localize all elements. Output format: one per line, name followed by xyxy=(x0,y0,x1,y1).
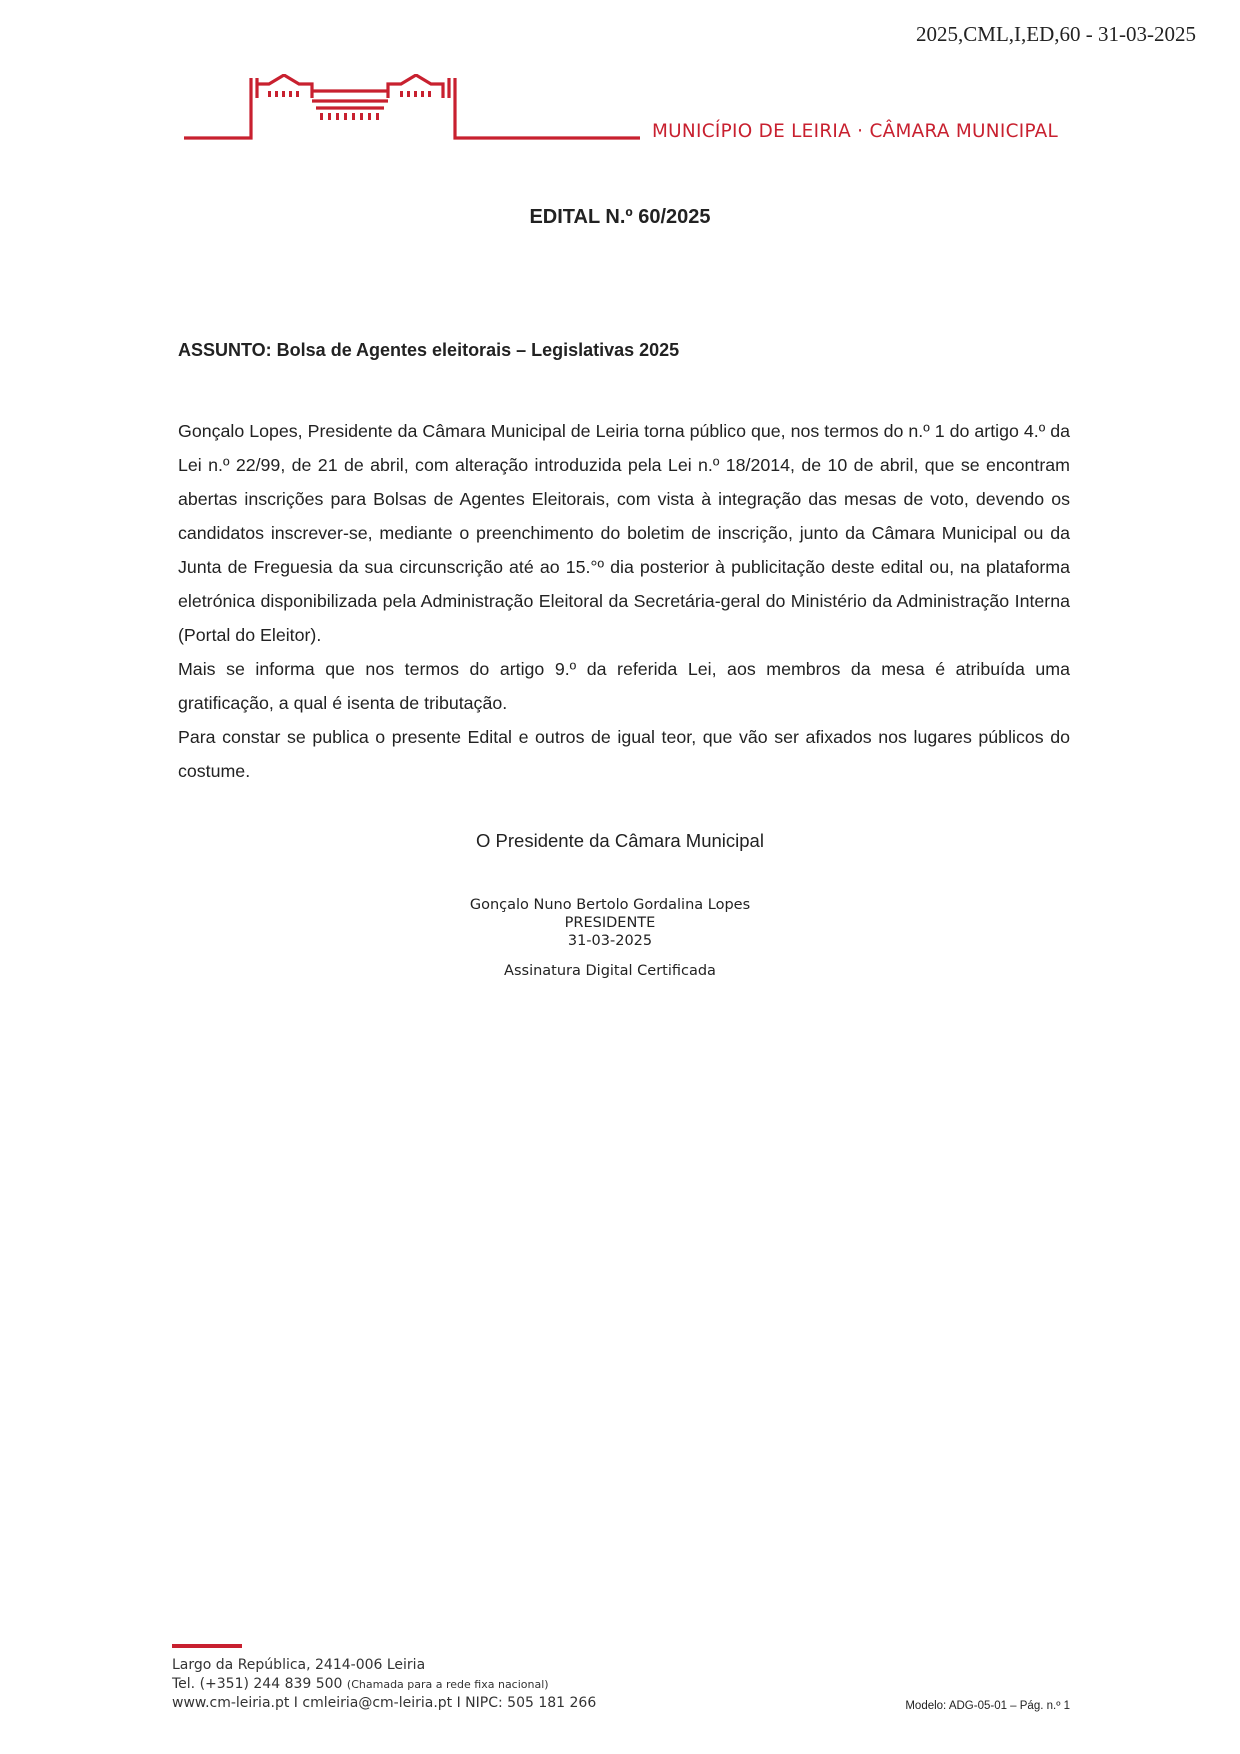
subject-line: ASSUNTO: Bolsa de Agentes eleitorais – Legislativas 2025 xyxy=(178,340,680,360)
footer-divider xyxy=(172,1644,242,1648)
municipality-name: MUNICÍPIO DE LEIRIA · CÂMARA MUNICIPAL xyxy=(652,121,1059,142)
document-reference: 2025,CML,I,ED,60 - 31-03-2025 xyxy=(916,22,1196,46)
footer-phone: Tel. (+351) 244 839 500 xyxy=(172,1675,343,1692)
signatory-role: PRESIDENTE xyxy=(564,915,656,931)
document-title: EDITAL N.º 60/2025 xyxy=(529,206,711,228)
municipality-logo xyxy=(184,74,640,144)
body-paragraph: Para constar se publica o presente Edital e outros de igual teor, que vão ser afixados nos lugares públicos do costume. xyxy=(178,727,1070,781)
body-paragraph: Mais se informa que nos termos do artigo 9.º da referida Lei, aos membros da mesa é atribuída uma gratificação, a qual é isenta de tributação. xyxy=(178,659,1070,713)
model-page-number: Modelo: ADG-05-01 – Pág. n.º 1 xyxy=(905,1700,1070,1712)
footer-address: Largo da República, 2414-006 Leiria xyxy=(172,1657,426,1673)
footer-phone-line xyxy=(172,1675,596,1695)
footer xyxy=(172,1656,596,1713)
digital-signature-block xyxy=(430,896,790,980)
footer-phone-note: (Chamada para a rede fixa nacional) xyxy=(346,1677,549,1691)
signature-date: 31-03-2025 xyxy=(567,933,653,949)
closing-title: O Presidente da Câmara Municipal xyxy=(476,830,764,851)
document-body xyxy=(178,414,1070,788)
footer-contacts: www.cm-leiria.pt I cmleiria@cm-leiria.pt I NIPC: 505 181 266 xyxy=(172,1695,597,1711)
signature-certification: Assinatura Digital Certificada xyxy=(504,963,716,979)
signatory-name: Gonçalo Nuno Bertolo Gordalina Lopes xyxy=(469,897,751,913)
body-paragraph: Gonçalo Lopes, Presidente da Câmara Municipal de Leiria torna público que, nos termos do n.º 1 do artigo 4.º da Lei n.º 22/99, de 21 de abril, com alteração introduzida pela Lei n.º 18/2014, de 10 de abril, que se encontram abertas inscrições para Bolsas de Agentes Eleitorais, com vista à integração das mesas de voto, devendo os candidatos inscrever-se, mediante o preenchimento do boletim de inscrição, junto da Câmara Municipal ou da Junta de Freguesia da sua circunscrição até ao 15.°º dia posterior à publicitação deste edital ou, na plataforma eletrónica disponibilizada pela Administração Eleitoral da Secretária-geral do Ministério da Administração Interna (Portal do Eleitor). xyxy=(178,421,1070,645)
